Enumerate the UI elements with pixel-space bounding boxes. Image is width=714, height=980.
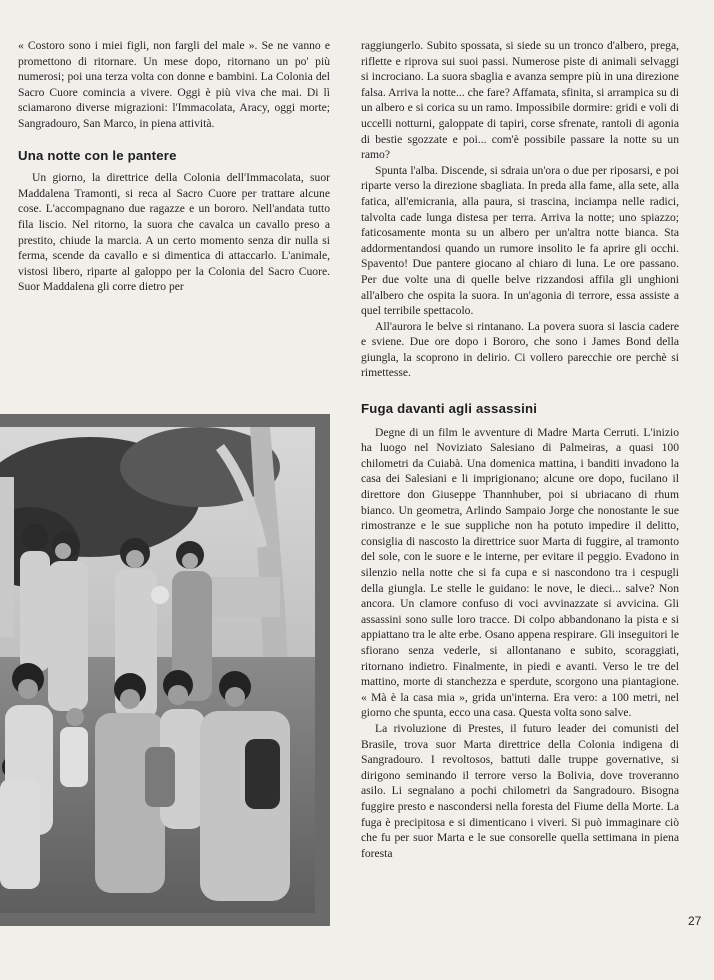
page-number: 27 — [688, 914, 702, 928]
paragraph: Un giorno, la direttrice della Colonia dell'Immacolata, suor Maddalena Tramonti, si reca al Sacro Cuore per trattare alcune cose. L'accompagnano due ragazze e un bororo. Nell'andata tutto fila liscio. Nel ritorno, la suora che cavalca un cavallo preso a prestito, chiude la marcia. A un certo momento senza dir nulla si ferma, scende da cavallo e si dimentica di attaccarlo. L'animale, vistosi libero, riparte al galoppo per la Colonia del Sacro Cuore. Suor Maddalena gli corre dietro per — [18, 171, 330, 294]
paragraph: Degne di un film le avventure di Madre Marta Cerruti. L'inizio ha luogo nel Noviziato Salesiano di Palmeiras, a quasi 100 chilometri da Cuiabà. Una domenica mattina, i banditi invadono la casa dei Salesiani e li imprigionano; alcune ore dopo, fucilano il direttore don Giuseppe Thannhuber, poi si ubriacano di rhum bianco. Un geometra, Arlindo Sampaio Jorge che nonostante le sue rimostranze e le sue suppliche non ha potuto impedire il delitto, consiglia di nascosto la direttrice suor Marta di fuggire, al tramonto del sole, con le suore e le interne, per evitare il peggio. Evadono in silenzio nella notte che si fa cupa e si nascondono tra i cespugli della giungla. Le stelle le guidano: le nove, le dieci... salve? Non ancora. Un clamore confuso di voci avvinazzate si avvicina. Gli assassini sono sulle loro tracce. Di colpo abbandonano la pista e si appiattano tra le alte erbe. Osano appena respirare. Gli inseguitori le sfiorano senza vederle, si allontanano e subito, scoraggiati, ritornano indietro. Finalmente, in piedi e avanti. Verso le tre del mattino, morte di stanchezza e sperdute, scorgono una piantagione. « Mà è la casa mia », grida un'interna. Era vero: a 100 metri, nel giorno che spunta, ecco una casa. Questa volta sono salve. — [361, 425, 679, 720]
section-heading-escape: Fuga davanti agli assassini — [361, 401, 538, 417]
left-text-column — [18, 38, 330, 295]
group-photo-women-and-children — [0, 427, 315, 913]
section-heading-panthers: Una notte con le pantere — [18, 147, 177, 163]
paragraph: Spunta l'alba. Discende, si sdraia un'ora o due per riposarsi, e poi riparte verso la direzione sbagliata. In preda alla fame, alla sete, alla fatica, all'emicrania, alla paura, si trascina, inciampa nelle radici, talvolta cade lunga distesa per terra. Arriva la notte; uno spiazzo; faticosamente monta su un albero per un'altra notte bianca. Sta addormentandosi quando un rumore insolito le fa aprire gli occhi. Spavento! Due pantere giocano al chiaro di luna. Le ore passano. Per due volte una di quelle belve rizzandosi affila gli unghioni all'albero che ospita la suora. In un'agonia di terrore, essa assiste a quel terribile spettacolo. — [361, 163, 679, 318]
paragraph: All'aurora le belve si rintanano. La povera suora si lascia cadere e sviene. Due ore dopo i Bororo, che sono i James Bond della giungla, la scoprono in delirio. Ci vollero parecchie ore perchè si rimettesse. — [361, 319, 679, 380]
photo-frame — [0, 414, 330, 926]
paragraph: raggiungerlo. Subito spossata, si siede su un tronco d'albero, prega, riflette e riprova sui suoi passi. Numerose piste di animali selvaggi si incrociano. La suora sbaglia e avanza sempre più in una direzione falsa. Arriva la notte... che fare? Affamata, sfinita, si arrampica su di un albero e si corica su un ramo. Impossibile dormire: gridi e voli di uccelli notturni, galoppate di tapiri, corse sfrenate, rantoli di agonia di bestie sgozzate e poi... com'è possibile passare la notte su un ramo? — [361, 39, 679, 162]
photo-image — [0, 427, 315, 913]
paragraph: La rivoluzione di Prestes, il futuro leader dei comunisti del Brasile, trova suor Marta direttrice della Colonia indigena di Sangradouro. I revoltosos, battuti dalle truppe governative, si dirigono seminando il terrore verso la Bolivia, dove troveranno asilo. Li segnalano a pochi chilometri da Sangradouro. Bisogna fuggire presto e nascondersi nella foresta del Fiume della Morte. La fuga è precipitosa e si dimenticano i viveri. Si può immaginare ciò che fu per suor Marta e le sue consorelle quella settimana in piena foresta — [361, 721, 679, 860]
right-text-column — [361, 38, 679, 861]
paragraph: « Costoro sono i miei figli, non fargli del male ». Se ne vanno e promettono di ritornare. Un mese dopo, ritornano un po' più numerosi; poi una terza volta con donne e bambini. La Colonia del Sacro Cuore comincia a vivere. Oggi è più viva che mai. Di lì sciamarono diverse migrazioni: l'Immacolata, Aracy, oggi morte; Sangradouro, San Marco, in piena attività. — [18, 39, 330, 130]
